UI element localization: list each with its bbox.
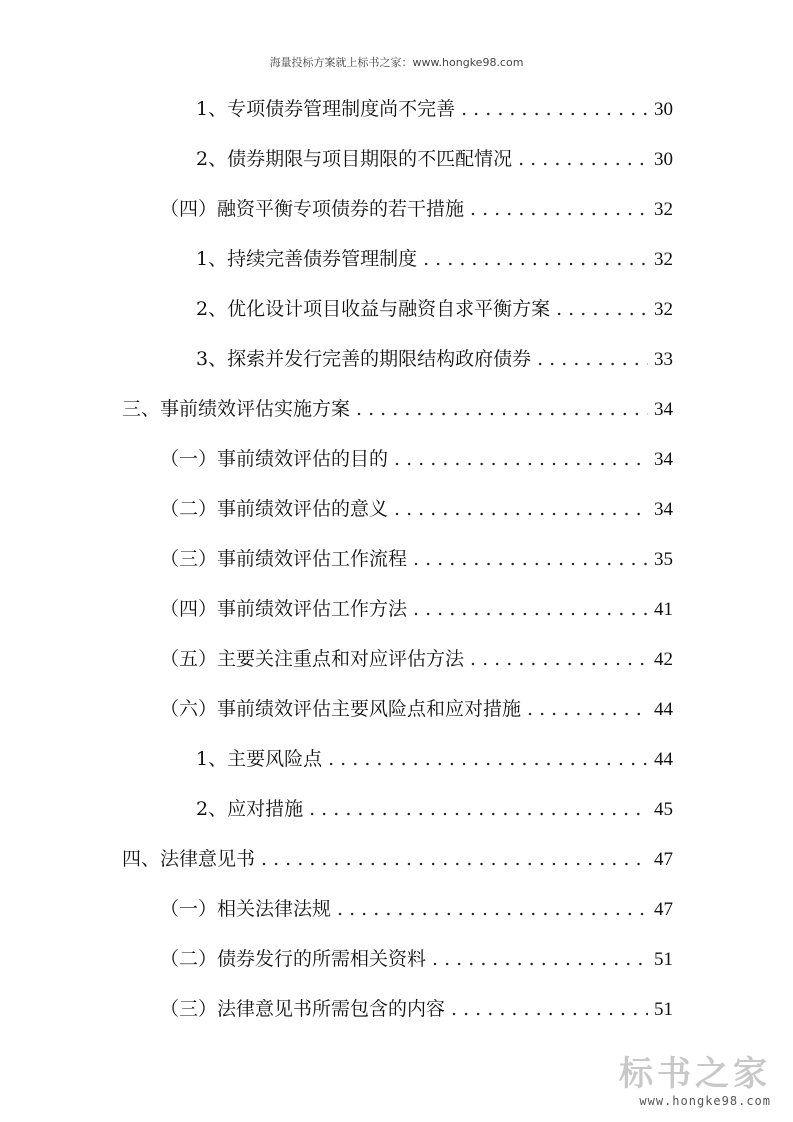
toc-leader-dots	[413, 544, 648, 574]
toc-page-number: 47	[654, 899, 673, 920]
toc-page-number: 45	[654, 799, 673, 820]
toc-leader-dots	[518, 144, 648, 174]
toc-page-number: 44	[654, 699, 673, 720]
toc-leader-dots	[537, 344, 648, 374]
toc-entry-title: （二）债券发行的所需相关资料	[160, 948, 427, 970]
toc-page-number: 51	[654, 949, 673, 970]
toc-entry[interactable]	[122, 844, 673, 874]
brand-logo-text: 标书之家	[619, 1054, 771, 1094]
toc-entry[interactable]	[160, 594, 673, 624]
toc-entry-title: 2、债券期限与项目期限的不匹配情况	[196, 148, 513, 170]
toc-entry-title: （二）事前绩效评估的意义	[160, 498, 389, 520]
toc-entry-title: （三）事前绩效评估工作流程	[160, 548, 408, 570]
toc-entry-title: （三）法律意见书所需包含的内容	[160, 998, 446, 1020]
toc-leader-dots	[328, 744, 648, 774]
toc-page-number: 47	[654, 849, 673, 870]
toc-page-number: 35	[654, 549, 673, 570]
toc-leader-dots	[337, 894, 648, 924]
toc-leader-dots	[261, 844, 648, 874]
toc-page-number: 34	[654, 399, 673, 420]
toc-leader-dots	[527, 694, 648, 724]
brand-url: www.hongke98.com	[639, 1094, 771, 1108]
toc-page-number: 51	[654, 999, 673, 1020]
toc-entry[interactable]	[196, 344, 673, 374]
toc-entry[interactable]	[160, 644, 673, 674]
toc-entry-title: 1、主要风险点	[196, 748, 323, 770]
toc-leader-dots	[556, 294, 648, 324]
toc-page-number: 30	[654, 99, 673, 120]
toc-leader-dots	[461, 94, 648, 124]
toc-entry[interactable]	[160, 444, 673, 474]
toc-entry-title: 2、应对措施	[196, 798, 304, 820]
toc-entry[interactable]	[160, 894, 673, 924]
toc-entry[interactable]	[160, 994, 673, 1024]
toc-entry[interactable]	[196, 244, 673, 274]
toc-leader-dots	[423, 244, 648, 274]
toc-leader-dots	[432, 944, 648, 974]
toc-page-number: 32	[654, 299, 673, 320]
toc-entry-title: 1、专项债券管理制度尚不完善	[196, 98, 456, 120]
toc-page-number: 34	[654, 499, 673, 520]
footer-logo	[619, 1054, 771, 1108]
toc-leader-dots	[394, 444, 648, 474]
toc-entry[interactable]	[160, 194, 673, 224]
toc-leader-dots	[394, 494, 648, 524]
toc-entry[interactable]	[160, 694, 673, 724]
toc-entry-title: 1、持续完善债券管理制度	[196, 248, 418, 270]
toc-leader-dots	[309, 794, 648, 824]
toc-entry-title: 四、法律意见书	[122, 848, 256, 870]
toc-entry[interactable]	[196, 744, 673, 774]
toc-entry-title: 3、探索并发行完善的期限结构政府债券	[196, 348, 532, 370]
toc-entry[interactable]	[196, 794, 673, 824]
toc-page-number: 30	[654, 149, 673, 170]
toc-entry-title: （六）事前绩效评估主要风险点和应对措施	[160, 698, 522, 720]
toc-leader-dots	[470, 644, 648, 674]
toc-page-number: 42	[654, 649, 673, 670]
toc-entry-title: 2、优化设计项目收益与融资自求平衡方案	[196, 298, 551, 320]
toc-entry[interactable]	[196, 144, 673, 174]
toc-entry-title: 三、事前绩效评估实施方案	[122, 398, 351, 420]
toc-entry[interactable]	[196, 294, 673, 324]
toc-entry[interactable]	[196, 94, 673, 124]
toc-page-number: 32	[654, 249, 673, 270]
toc-page-number: 41	[654, 599, 673, 620]
toc-leader-dots	[451, 994, 648, 1024]
toc-entry-title: （一）事前绩效评估的目的	[160, 448, 389, 470]
toc-page-number: 32	[654, 199, 673, 220]
toc-leader-dots	[413, 594, 648, 624]
toc-page-number: 34	[654, 449, 673, 470]
toc-entry[interactable]	[122, 394, 673, 424]
toc-page-number: 44	[654, 749, 673, 770]
toc-entry-title: （一）相关法律法规	[160, 898, 332, 920]
toc-leader-dots	[470, 194, 648, 224]
toc-entry[interactable]	[160, 544, 673, 574]
toc-page-number: 33	[654, 349, 673, 370]
toc-entry[interactable]	[160, 494, 673, 524]
toc-entry-title: （四）融资平衡专项债券的若干措施	[160, 198, 465, 220]
page-header: 海量投标方案就上标书之家：www.hongke98.com	[269, 56, 524, 69]
toc-entry-title: （五）主要关注重点和对应评估方法	[160, 648, 465, 670]
toc-entry[interactable]	[160, 944, 673, 974]
toc-leader-dots	[356, 394, 648, 424]
toc-entry-title: （四）事前绩效评估工作方法	[160, 598, 408, 620]
